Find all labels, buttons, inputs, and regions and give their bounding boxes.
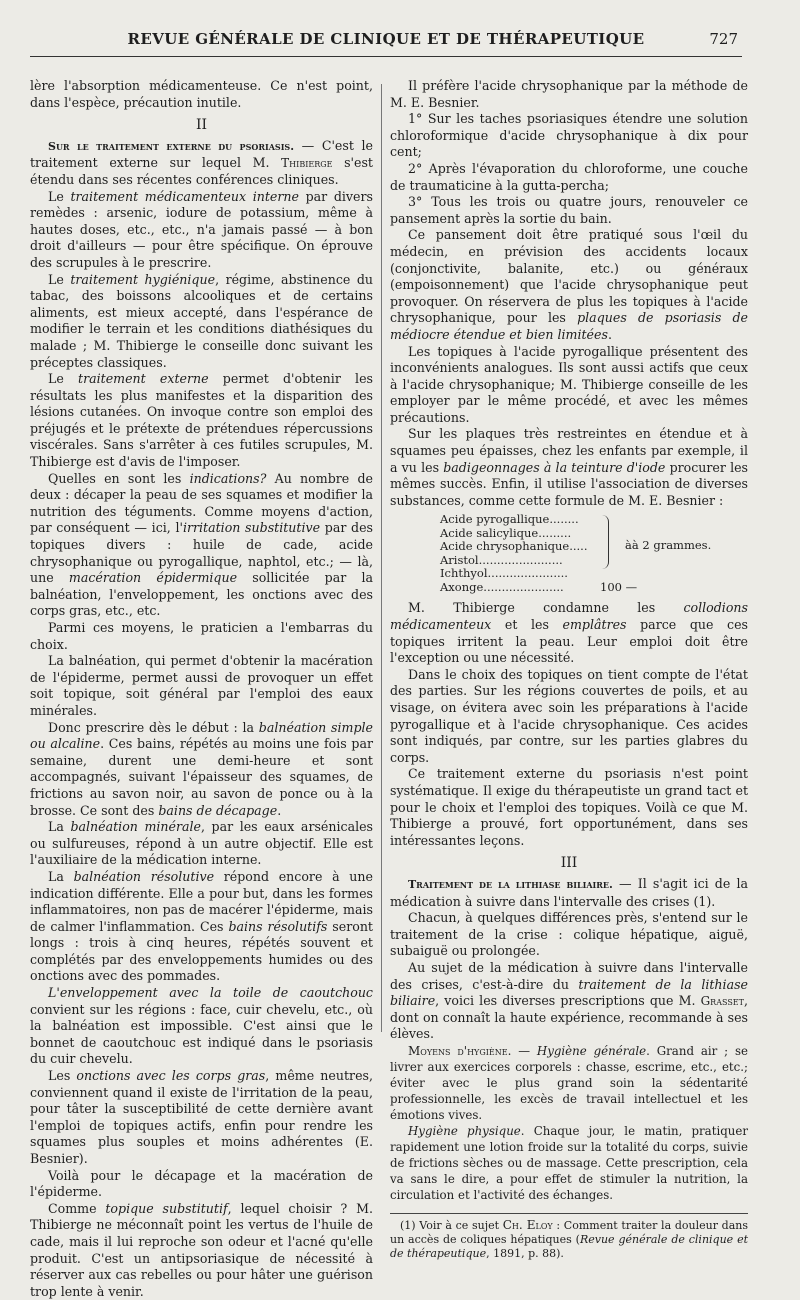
subheading: Moyens d'hygiène. bbox=[408, 1043, 512, 1058]
paragraph: Voilà pour le décapage et la macération de l'épiderme. bbox=[30, 1167, 373, 1200]
paragraph bbox=[30, 1068, 373, 1168]
emphasis: balnéation résolutive bbox=[73, 868, 215, 884]
emphasis: traitement de la lithiase biliaire bbox=[390, 976, 748, 1009]
text: , 1891, p. 88). bbox=[486, 1246, 564, 1260]
text: sollicitée par la balnéation, l'enveloppement, les onctions avec des corps gras, etc., etc. bbox=[30, 570, 373, 619]
text: Sur les plaques très restreintes en étendue et à squames peu épaisses, chez les enfants par exemple, il a vu les bbox=[390, 426, 748, 475]
text: — bbox=[511, 1043, 537, 1058]
text: par des topiques divers : huile de cade, acide chrysophanique ou pyrogallique, naphtol, etc.; — là, une bbox=[30, 520, 373, 586]
page-header bbox=[30, 30, 742, 52]
text: . Grand air ; se livrer aux exercices corporels : chasse, escrime, etc., etc.; éviter avec le plus grand soin la sédentarité professionnelle, les excès de travail intellectuel et les émotions vives. bbox=[390, 1043, 749, 1122]
formula-ingredient: Ichthyol...................... bbox=[440, 566, 568, 581]
footnote-rule bbox=[390, 1213, 748, 1214]
paragraph bbox=[30, 819, 373, 869]
formula-ingredient: Acide salicylique......... bbox=[440, 525, 572, 540]
text: . bbox=[277, 802, 282, 818]
text: répond encore à une indication différente. Elle a pour but, dans les formes inflammatoires, non pas de macérer l'épiderme, mais de calmer l'inflammation. Ces bbox=[30, 868, 373, 934]
footnote bbox=[390, 1218, 748, 1261]
page-number: 727 bbox=[709, 30, 738, 48]
paragraph bbox=[30, 869, 373, 985]
paragraph bbox=[30, 272, 373, 372]
paragraph: 2° Après l'évaporation du chloroforme, une couche de traumaticine à la gutta-percha; bbox=[390, 160, 748, 193]
text: Au nombre de deux : décaper la peau de ses squames et modifier la nutrition des téguments. Comme moyens d'action, par conséquent — ici, l' bbox=[30, 470, 373, 536]
paragraph bbox=[390, 600, 748, 666]
paragraph bbox=[390, 1123, 748, 1203]
formula-brace bbox=[602, 515, 609, 569]
emphasis: topique substitutif bbox=[105, 1200, 228, 1216]
emphasis: macération épidermique bbox=[68, 570, 238, 586]
right-column bbox=[390, 78, 748, 1261]
emphasis: balnéation minérale bbox=[70, 819, 201, 835]
paragraph bbox=[30, 1201, 373, 1300]
text: s'est étendu dans ses récentes conférences cliniques. bbox=[30, 155, 373, 187]
text: parce que ces topiques irritent la peau. Leur emploi doit être l'exception ou une nécessité. bbox=[390, 617, 749, 666]
left-column bbox=[30, 78, 373, 1300]
paragraph bbox=[30, 720, 373, 820]
emphasis: traitement médicamenteux interne bbox=[70, 188, 299, 204]
emphasis: bains de décapage bbox=[158, 802, 278, 818]
paragraph: Les topiques à l'acide pyrogallique présentent des inconvénients analogues. Ils sont aussi actifs que ceux à l'acide chrysophanique; M. Thibierge conseille de les employer par le même procédé, et avec les mêmes précautions. bbox=[390, 343, 748, 425]
paragraph bbox=[30, 471, 373, 620]
formula-ingredient: Acide pyrogallique........ bbox=[440, 512, 579, 527]
text: , dont on connaît la haute expérience, recommande à ses élèves. bbox=[390, 993, 748, 1042]
emphasis: Revue générale de clinique et de thérapeutique bbox=[390, 1232, 748, 1260]
text: convient sur les régions : face, cuir chevelu, etc., où la balnéation est impossible. C'est ainsi que le bonnet de caoutchouc est indiqué dans le psoriasis du cuir chevelu. bbox=[30, 1001, 373, 1067]
author-name: Thibierge bbox=[281, 156, 333, 171]
emphasis: Hygiène physique bbox=[408, 1123, 521, 1138]
emphasis: balnéation simple ou alcaline bbox=[30, 719, 373, 752]
author-name: Grasset bbox=[700, 994, 744, 1009]
emphasis: collodions médicamenteux bbox=[390, 600, 748, 633]
text: Le bbox=[48, 371, 79, 387]
text: Au sujet de la médication à suivre dans l'intervalle des crises, c'est-à-dire du bbox=[390, 959, 748, 992]
text: Comme bbox=[48, 1200, 106, 1216]
header-rule bbox=[30, 56, 742, 57]
paragraph: 3° Tous les trois ou quatre jours, renouveler ce pansement après la sortie du bain. bbox=[390, 194, 748, 226]
paragraph bbox=[390, 1043, 748, 1123]
paragraph bbox=[30, 189, 373, 272]
paragraph: La balnéation, qui permet d'obtenir la macération de l'épiderme, permet aussi de provoquer un effet soit topique, soit général par l'emploi des eaux minérales. bbox=[30, 653, 373, 718]
formula-excipient: Axonge...................... bbox=[440, 579, 564, 594]
paragraph: Il préfère l'acide chrysophanique par la méthode de M. E. Besnier. bbox=[390, 78, 748, 110]
emphasis: plaques de psoriasis de médiocre étendue et bien limitées bbox=[390, 310, 748, 342]
emphasis: traitement externe bbox=[78, 371, 209, 387]
paragraph: 1° Sur les taches psoriasiques étendre une solution chloroformique d'acide chrysophanique à dix pour cent; bbox=[390, 111, 748, 160]
section-heading: Traitement de la lithiase biliaire. bbox=[408, 877, 613, 891]
emphasis: emplâtres bbox=[562, 617, 627, 633]
paragraph bbox=[390, 227, 748, 343]
paragraph bbox=[390, 960, 748, 1043]
emphasis: badigeonnages à la teinture d'iode bbox=[443, 459, 666, 475]
text: , même neutres, conviennent quand il existe de l'irritation de la peau, pour tâter la susceptibilité de cette dernière avant l'emploi de topiques actifs, enfin pour rendre les squames plus souples et moins adhérentes (E. Besnier). bbox=[30, 1068, 373, 1166]
author-name: Ch. Eloy bbox=[502, 1217, 553, 1232]
text: procurer les mêmes succès. Enfin, il utilise l'association de diverses substances, comme cette formule de M. E. Besnier : bbox=[390, 459, 749, 508]
text: (1) Voir à ce sujet bbox=[400, 1218, 503, 1232]
emphasis: traitement hygiénique bbox=[70, 271, 216, 287]
text: et les bbox=[491, 617, 563, 633]
text: . Chaque jour, le matin, pratiquer rapidement une lotion froide sur la totalité du corps, suivie de frictions sèches ou de massage. Cette prescription, cela va sans le dire, a pour effet de stimuler la nutrition, la circulation et l'activité des échanges. bbox=[390, 1123, 748, 1202]
paragraph: Chacun, à quelques différences près, s'entend sur le traitement de la crise : colique hépatique, aiguë, subaiguë ou prolongée. bbox=[390, 910, 748, 959]
emphasis: indications? bbox=[189, 470, 267, 486]
text: , voici les diverses prescriptions que M. bbox=[435, 993, 701, 1009]
text: Le bbox=[48, 188, 71, 204]
text: , par les eaux arsénicales ou sulfureuses, répond à un autre objectif. Elle est l'auxiliaire de la médication interne. bbox=[30, 819, 374, 868]
running-title: REVUE GÉNÉRALE DE CLINIQUE ET DE THÉRAPEUTIQUE bbox=[127, 30, 645, 48]
formula-excipient-dose: 100 — bbox=[600, 579, 638, 594]
paragraph: lère l'absorption médicamenteuse. Ce n'est point, dans l'espèce, précaution inutile. bbox=[30, 78, 373, 110]
emphasis: irritation substitutive bbox=[182, 520, 321, 536]
prescription-formula bbox=[440, 513, 748, 594]
text: M. Thibierge condamne les bbox=[408, 600, 684, 616]
emphasis: Hygiène générale bbox=[536, 1043, 647, 1058]
text: Quelles en sont les bbox=[48, 470, 190, 486]
text: — Il s'agit ici de la médication à suivre dans l'intervalle des crises (1). bbox=[390, 875, 748, 909]
text: par divers remèdes : arsenic, iodure de potassium, même à hautes doses, etc., etc., n'a jamais passé — à bon droit d'ailleurs — pour être spécifique. On éprouve des scrupules à le prescrire. bbox=[30, 188, 373, 270]
text: , lequel choisir ? M. Thibierge ne méconnaît point les vertus de l'huile de cade, mais il lui reproche son odeur et l'acné qu'elle produit. C'est un antipsoriasique de nécessité à réserver aux cas rebelles ou pour hâter une guérison trop lente à venir. bbox=[30, 1200, 373, 1299]
paragraph: Parmi ces moyens, le praticien a l'embarras du choix. bbox=[30, 620, 373, 652]
text: permet d'obtenir les résultats les plus manifestes et la disparition des lésions cutanées. On invoque contre son emploi des préjugés et le prétexte de prétendues répercussions viscérales. Sans s'arrêter à ces futiles scrupules, M. Thibierge est d'avis de l'imposer. bbox=[30, 371, 373, 470]
formula-dose: àà 2 grammes. bbox=[625, 538, 712, 553]
text: La bbox=[48, 868, 74, 884]
text: — C'est le traitement externe sur lequel M. bbox=[30, 137, 373, 171]
text: Les bbox=[48, 1068, 77, 1084]
paragraph bbox=[390, 426, 748, 509]
emphasis: onctions avec les corps gras bbox=[76, 1068, 266, 1084]
text: . bbox=[607, 326, 612, 342]
column-divider bbox=[381, 84, 382, 1032]
text: , régime, abstinence du tabac, des boissons alcooliques et de certains aliments, est mieux accepté, dans l'espérance de modifier le terrain et les conditions diathésiques du malade ; M. Thibierge le conseille donc suivant les préceptes classiques. bbox=[30, 271, 374, 370]
paragraph bbox=[30, 985, 373, 1068]
formula-ingredient: Acide chrysophanique..... bbox=[440, 539, 588, 554]
emphasis: bains résolutifs bbox=[228, 918, 328, 934]
text: : Comment traiter la douleur dans un accès de coliques hépatiques ( bbox=[390, 1218, 748, 1246]
text: . Ces bains, répétés au moins une fois par semaine, durent une demi-heure et sont accompagnés, suivant l'épaisseur des squames, de frictions au savon noir, au savon de ponce ou à la brosse. Ce sont des bbox=[30, 736, 373, 818]
emphasis: L'enveloppement avec la toile de caoutchouc bbox=[48, 985, 373, 1001]
paragraph bbox=[30, 138, 373, 189]
paragraph bbox=[390, 876, 748, 910]
paragraph bbox=[30, 371, 373, 471]
section-number: II bbox=[195, 117, 208, 134]
text: seront longs : trois à cinq heures, répétés souvent et complétés par des enveloppements humides ou des onctions avec des pommades. bbox=[30, 918, 373, 984]
text: Ce pansement doit être pratiqué sous l'œil du médecin, en prévision des accidents locaux (conjonctivite, balanite, etc.) ou généraux (empoisonnement) que l'acide chrysophanique peut provoquer. On réservera de plus les topiques à l'acide chrysophanique, pour les bbox=[390, 227, 748, 326]
formula-ingredient: Aristol....................... bbox=[440, 552, 563, 567]
section-number: III bbox=[560, 855, 578, 872]
paragraph: Ce traitement externe du psoriasis n'est point systématique. Il exige du thérapeutiste un grand tact et pour le choix et l'emploi des topiques. Voilà ce que M. Thibierge a prouvé, fort opportunément, dans ses intéressantes leçons. bbox=[390, 766, 748, 848]
paragraph: Dans le choix des topiques on tient compte de l'état des parties. Sur les régions couvertes de poils, et au visage, on évitera avec soin les préparations à l'acide pyrogallique et à l'acide chrysophanique. Ces acides sont indiqués, par contre, sur les parties glabres du corps. bbox=[390, 666, 748, 765]
text: Donc prescrire dès le début : la bbox=[48, 719, 259, 735]
text: Le bbox=[48, 271, 71, 287]
section-heading: Sur le traitement externe du psoriasis. bbox=[48, 139, 295, 153]
text: La bbox=[48, 819, 71, 835]
